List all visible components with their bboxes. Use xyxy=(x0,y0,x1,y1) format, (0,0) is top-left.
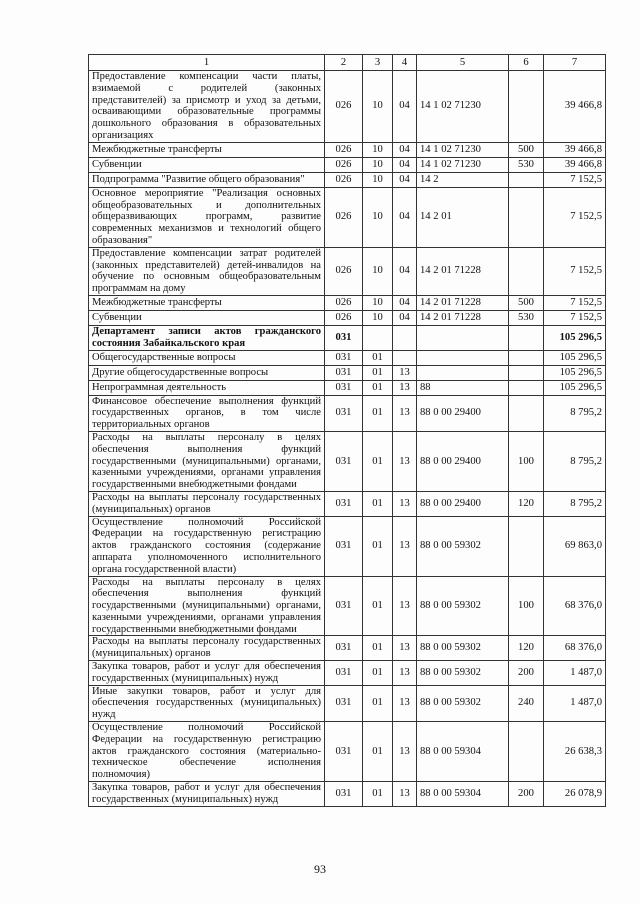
cell-csr: 14 1 02 71230 xyxy=(417,142,509,157)
cell-sum: 7 152,5 xyxy=(544,295,606,310)
cell-rz: 01 xyxy=(363,685,393,721)
cell-rz: 01 xyxy=(363,491,393,516)
cell-pr: 04 xyxy=(393,71,417,143)
cell-sum: 7 152,5 xyxy=(544,172,606,187)
cell-csr: 14 2 01 71228 xyxy=(417,247,509,295)
cell-csr: 88 0 00 59302 xyxy=(417,636,509,661)
cell-name: Непрограммная деятельность xyxy=(89,380,325,395)
cell-name: Закупка товаров, работ и услуг для обеспечения государственных (муниципальных) нужд xyxy=(89,782,325,807)
cell-gr: 031 xyxy=(325,661,363,686)
cell-gr: 026 xyxy=(325,247,363,295)
cell-rz xyxy=(363,325,393,350)
cell-vr: 120 xyxy=(509,491,544,516)
table-row xyxy=(89,325,606,350)
cell-sum: 69 863,0 xyxy=(544,516,606,576)
cell-rz: 01 xyxy=(363,350,393,365)
cell-pr: 13 xyxy=(393,661,417,686)
cell-rz: 01 xyxy=(363,380,393,395)
page-number: 93 xyxy=(314,862,326,876)
cell-vr: 530 xyxy=(509,310,544,325)
cell-name: Осуществление полномочий Российской Федерации на государственную регистрацию актов гражданского состояния (содержание аппарата уполномоченного исполнительного органа государственной власти) xyxy=(89,516,325,576)
table-row xyxy=(89,491,606,516)
cell-name: Субвенции xyxy=(89,157,325,172)
cell-name: Субвенции xyxy=(89,310,325,325)
cell-vr xyxy=(509,71,544,143)
cell-gr: 031 xyxy=(325,491,363,516)
header-cell-csr: 5 xyxy=(417,55,509,71)
cell-name: Общегосударственные вопросы xyxy=(89,350,325,365)
table-row xyxy=(89,431,606,491)
cell-gr: 031 xyxy=(325,576,363,636)
table-row xyxy=(89,247,606,295)
cell-rz: 10 xyxy=(363,295,393,310)
cell-name: Межбюджетные трансферты xyxy=(89,142,325,157)
cell-rz: 10 xyxy=(363,247,393,295)
cell-name: Основное мероприятие "Реализация основных общеобразовательных и дополнительных общеразвивающих программ, развитие современных механизмов и технологий общего образования" xyxy=(89,187,325,247)
cell-gr: 031 xyxy=(325,380,363,395)
cell-rz: 01 xyxy=(363,431,393,491)
cell-pr: 04 xyxy=(393,247,417,295)
cell-name: Расходы на выплаты персоналу государственных (муниципальных) органов xyxy=(89,491,325,516)
cell-gr: 026 xyxy=(325,71,363,143)
cell-csr: 14 2 xyxy=(417,172,509,187)
cell-gr: 026 xyxy=(325,157,363,172)
cell-vr xyxy=(509,187,544,247)
cell-vr xyxy=(509,350,544,365)
table-row xyxy=(89,365,606,380)
cell-name: Предоставление компенсации затрат родителей (законных представителей) детей-инвалидов на обучение по основным общеобразовательным программам на дому xyxy=(89,247,325,295)
cell-sum: 105 296,5 xyxy=(544,365,606,380)
cell-gr: 031 xyxy=(325,782,363,807)
header-cell-sum: 7 xyxy=(544,55,606,71)
cell-gr: 031 xyxy=(325,350,363,365)
cell-vr: 530 xyxy=(509,157,544,172)
cell-sum: 105 296,5 xyxy=(544,350,606,365)
cell-gr: 031 xyxy=(325,636,363,661)
cell-rz: 01 xyxy=(363,722,393,782)
cell-vr: 120 xyxy=(509,636,544,661)
cell-sum: 7 152,5 xyxy=(544,187,606,247)
table-row xyxy=(89,71,606,143)
cell-rz: 01 xyxy=(363,576,393,636)
cell-rz: 10 xyxy=(363,172,393,187)
cell-rz: 10 xyxy=(363,71,393,143)
cell-gr: 031 xyxy=(325,722,363,782)
cell-sum: 7 152,5 xyxy=(544,310,606,325)
cell-vr: 100 xyxy=(509,431,544,491)
cell-name: Осуществление полномочий Российской Федерации на государственную регистрацию актов гражданского состояния (материально-техническое обеспечение исполнения полномочия) xyxy=(89,722,325,782)
cell-rz: 01 xyxy=(363,516,393,576)
table-row xyxy=(89,142,606,157)
cell-csr: 88 0 00 59302 xyxy=(417,685,509,721)
table-row xyxy=(89,295,606,310)
cell-pr: 13 xyxy=(393,636,417,661)
cell-gr: 026 xyxy=(325,142,363,157)
cell-name: Предоставление компенсации части платы, взимаемой с родителей (законных представителей) за присмотр и уход за детьми, осваивающими образовательные программы дошкольного образования в образовательных организациях xyxy=(89,71,325,143)
cell-vr xyxy=(509,365,544,380)
cell-sum: 8 795,2 xyxy=(544,491,606,516)
header-cell-gr: 2 xyxy=(325,55,363,71)
header-cell-name: 1 xyxy=(89,55,325,71)
cell-vr: 200 xyxy=(509,661,544,686)
table-row xyxy=(89,576,606,636)
cell-gr: 031 xyxy=(325,685,363,721)
cell-vr xyxy=(509,395,544,431)
cell-csr: 14 1 02 71230 xyxy=(417,157,509,172)
cell-gr: 026 xyxy=(325,310,363,325)
cell-vr xyxy=(509,380,544,395)
cell-name: Департамент записи актов гражданского состояния Забайкальского края xyxy=(89,325,325,350)
cell-sum: 105 296,5 xyxy=(544,380,606,395)
cell-vr xyxy=(509,516,544,576)
cell-pr: 13 xyxy=(393,365,417,380)
table-row xyxy=(89,350,606,365)
cell-csr: 88 0 00 59302 xyxy=(417,516,509,576)
cell-name: Расходы на выплаты персоналу государственных (муниципальных) органов xyxy=(89,636,325,661)
cell-gr: 026 xyxy=(325,295,363,310)
cell-gr: 031 xyxy=(325,431,363,491)
header-row xyxy=(89,55,606,71)
cell-csr: 88 0 00 29400 xyxy=(417,395,509,431)
cell-pr: 04 xyxy=(393,157,417,172)
cell-csr xyxy=(417,325,509,350)
cell-csr: 88 0 00 59302 xyxy=(417,661,509,686)
cell-pr: 13 xyxy=(393,782,417,807)
cell-pr: 13 xyxy=(393,685,417,721)
cell-name: Расходы на выплаты персоналу в целях обеспечения выполнения функций государственными (муниципальными) органами, казенными учреждениями, органами управления государственными внебюджетными фондами xyxy=(89,431,325,491)
header-cell-pr: 4 xyxy=(393,55,417,71)
table-row xyxy=(89,187,606,247)
cell-sum: 8 795,2 xyxy=(544,431,606,491)
cell-pr: 04 xyxy=(393,142,417,157)
cell-csr: 88 0 00 59302 xyxy=(417,576,509,636)
table-row xyxy=(89,636,606,661)
cell-rz: 10 xyxy=(363,310,393,325)
cell-pr: 04 xyxy=(393,172,417,187)
cell-sum: 8 795,2 xyxy=(544,395,606,431)
cell-vr: 500 xyxy=(509,295,544,310)
cell-vr xyxy=(509,722,544,782)
cell-sum: 68 376,0 xyxy=(544,636,606,661)
cell-csr: 88 0 00 59304 xyxy=(417,782,509,807)
cell-name: Иные закупки товаров, работ и услуг для обеспечения государственных (муниципальных) нужд xyxy=(89,685,325,721)
cell-name: Подпрограмма "Развитие общего образования" xyxy=(89,172,325,187)
cell-name: Закупка товаров, работ и услуг для обеспечения государственных (муниципальных) нужд xyxy=(89,661,325,686)
cell-pr: 04 xyxy=(393,187,417,247)
table-row xyxy=(89,310,606,325)
cell-sum: 26 078,9 xyxy=(544,782,606,807)
cell-sum: 39 466,8 xyxy=(544,157,606,172)
cell-gr: 031 xyxy=(325,516,363,576)
cell-gr: 031 xyxy=(325,325,363,350)
table-row xyxy=(89,782,606,807)
cell-vr xyxy=(509,172,544,187)
cell-vr: 500 xyxy=(509,142,544,157)
cell-vr: 240 xyxy=(509,685,544,721)
cell-gr: 026 xyxy=(325,187,363,247)
header-cell-vr: 6 xyxy=(509,55,544,71)
cell-sum: 26 638,3 xyxy=(544,722,606,782)
cell-csr: 14 1 02 71230 xyxy=(417,71,509,143)
cell-rz: 01 xyxy=(363,661,393,686)
cell-vr: 100 xyxy=(509,576,544,636)
table-row xyxy=(89,157,606,172)
cell-name: Другие общегосударственные вопросы xyxy=(89,365,325,380)
cell-csr: 88 xyxy=(417,380,509,395)
cell-rz: 01 xyxy=(363,782,393,807)
cell-rz: 10 xyxy=(363,142,393,157)
cell-csr: 14 2 01 71228 xyxy=(417,295,509,310)
cell-pr: 13 xyxy=(393,516,417,576)
header-cell-rz: 3 xyxy=(363,55,393,71)
cell-pr: 13 xyxy=(393,722,417,782)
cell-pr xyxy=(393,325,417,350)
cell-sum: 7 152,5 xyxy=(544,247,606,295)
cell-rz: 01 xyxy=(363,636,393,661)
table-row xyxy=(89,516,606,576)
cell-csr: 88 0 00 29400 xyxy=(417,431,509,491)
cell-vr xyxy=(509,247,544,295)
budget-table xyxy=(88,54,606,807)
cell-name: Финансовое обеспечение выполнения функций государственных органов, в том числе территориальных органов xyxy=(89,395,325,431)
cell-pr: 13 xyxy=(393,431,417,491)
table-row xyxy=(89,685,606,721)
cell-vr xyxy=(509,325,544,350)
cell-pr: 13 xyxy=(393,395,417,431)
table-row xyxy=(89,395,606,431)
cell-name: Межбюджетные трансферты xyxy=(89,295,325,310)
cell-csr: 88 0 00 29400 xyxy=(417,491,509,516)
cell-rz: 01 xyxy=(363,395,393,431)
table-row xyxy=(89,722,606,782)
cell-sum: 105 296,5 xyxy=(544,325,606,350)
cell-pr: 04 xyxy=(393,295,417,310)
table-row xyxy=(89,380,606,395)
cell-vr: 200 xyxy=(509,782,544,807)
cell-pr: 13 xyxy=(393,576,417,636)
cell-csr: 14 2 01 xyxy=(417,187,509,247)
cell-sum: 1 487,0 xyxy=(544,661,606,686)
cell-pr: 13 xyxy=(393,491,417,516)
cell-csr: 14 2 01 71228 xyxy=(417,310,509,325)
table-row xyxy=(89,661,606,686)
cell-csr xyxy=(417,350,509,365)
cell-csr xyxy=(417,365,509,380)
cell-pr: 04 xyxy=(393,310,417,325)
table-row xyxy=(89,172,606,187)
cell-sum: 39 466,8 xyxy=(544,142,606,157)
cell-rz: 01 xyxy=(363,365,393,380)
cell-sum: 1 487,0 xyxy=(544,685,606,721)
cell-csr: 88 0 00 59304 xyxy=(417,722,509,782)
table-body xyxy=(89,55,606,807)
cell-pr xyxy=(393,350,417,365)
cell-sum: 68 376,0 xyxy=(544,576,606,636)
cell-gr: 031 xyxy=(325,395,363,431)
cell-gr: 026 xyxy=(325,172,363,187)
cell-rz: 10 xyxy=(363,187,393,247)
cell-rz: 10 xyxy=(363,157,393,172)
cell-sum: 39 466,8 xyxy=(544,71,606,143)
cell-name: Расходы на выплаты персоналу в целях обеспечения выполнения функций государственными (муниципальными) органами, казенными учреждениями, органами управления государственными внебюджетными фондами xyxy=(89,576,325,636)
cell-gr: 031 xyxy=(325,365,363,380)
cell-pr: 13 xyxy=(393,380,417,395)
